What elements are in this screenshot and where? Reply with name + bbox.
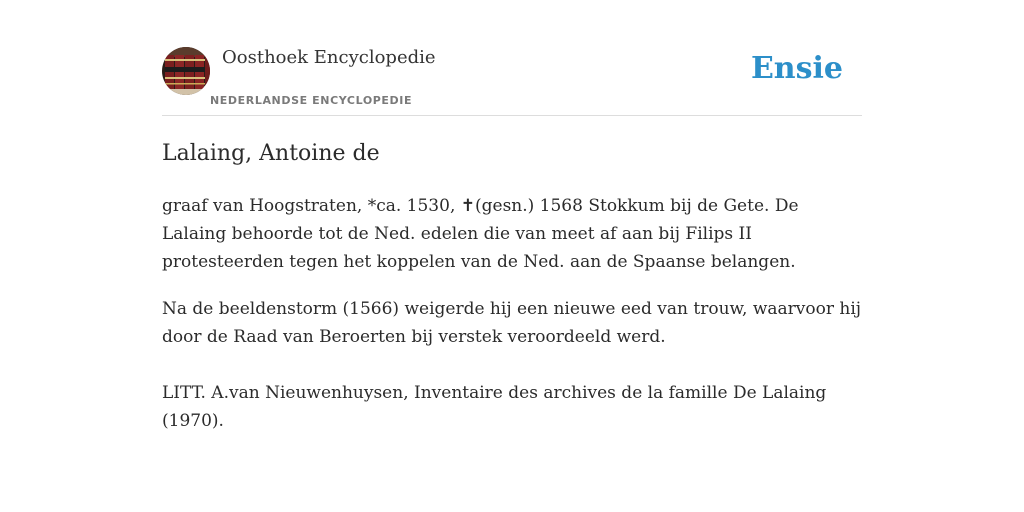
- article: [162, 138, 862, 435]
- article-paragraph: graaf van Hoogstraten, *ca. 1530, ✝(gesn.) 1568 Stokkum bij de Gete. De Lalaing behoorde tot de Ned. edelen die van meet af aan bij Filips II protesteerden tegen het koppelen van de Ned. aan de Spaanse belangen.: [162, 196, 799, 272]
- article-literature: LITT. A.van Nieuwenhuysen, Inventaire des archives de la famille De Lalaing (1970).: [162, 383, 827, 431]
- header: [162, 46, 862, 116]
- site-subtitle: NEDERLANDSE ENCYCLOPEDIE: [210, 94, 413, 107]
- ensie-logo-link[interactable]: Ensie: [750, 51, 843, 86]
- site-title-link[interactable]: Oosthoek Encyclopedie: [222, 47, 436, 68]
- header-divider: [162, 115, 862, 116]
- article-title: Lalaing, Antoine de: [162, 141, 380, 166]
- article-paragraph: Na de beeldenstorm (1566) weigerde hij een nieuwe eed van trouw, waarvoor hij door de Raad van Beroerten bij verstek veroordeeld werd.: [162, 299, 862, 347]
- encyclopedia-books-icon[interactable]: [162, 47, 210, 95]
